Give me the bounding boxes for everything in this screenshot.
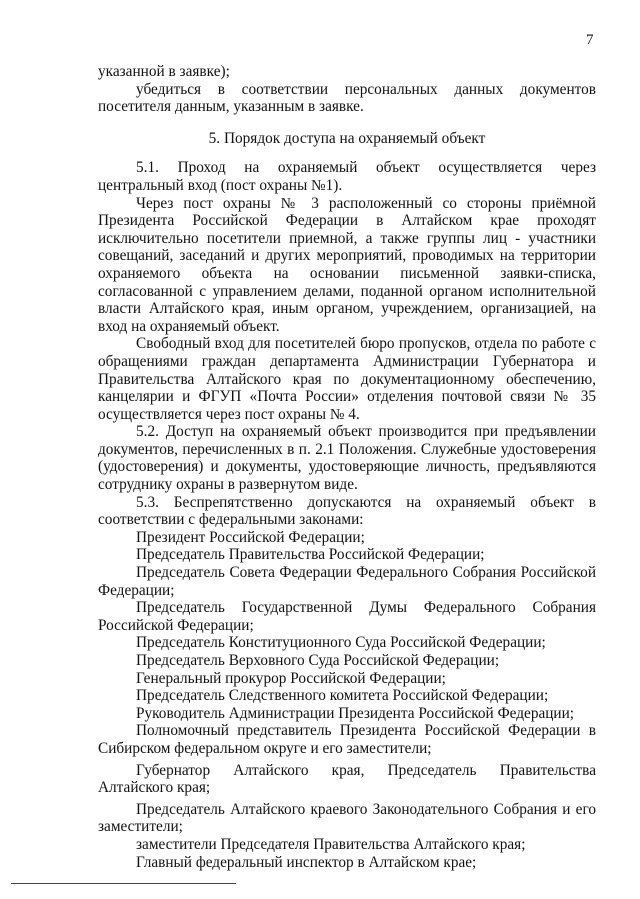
list-item: Главный федеральный инспектор в Алтайском крае; (136, 853, 477, 871)
continued-line: указанной в заявке); (98, 63, 230, 80)
list-item: Губернатор Алтайского края, Председатель Правительства Алтайского края; (98, 761, 596, 797)
list-item: Председатель Верховного Суда Российской Федерации; (136, 652, 500, 669)
paragraph: 5.1. Проход на охраняемый объект осуществляется через центральный вход (пост охраны №1). (98, 159, 596, 194)
list-item: Полномочный представитель Президента Российской Федерации в Сибирском федеральном округе и его заместители; (98, 722, 596, 757)
list-item: Председатель Конституционного Суда Российской Федерации; (136, 634, 546, 652)
list-item: Председатель Государственной Думы Федерального Собрания Российской Федерации; (98, 599, 596, 634)
section-heading: 5. Порядок доступа на охраняемый объект (208, 129, 486, 147)
paragraph: Свободный вход для посетителей бюро пропусков, отдела по работе с обращениями граждан департамента Администрации Губернатора и Правительства Алтайского края по документационному обеспечению, канцелярии и ФГУП «Почта России» отделения почтовой связи № 35 осуществляется через пост охраны № 4. (98, 335, 596, 423)
paragraph: Через пост охраны № 3 расположенный со стороны приёмной Президента Российской Федерации в Алтайском крае проходят исключительно посетители приемной, а также группы лиц - участники совещаний, заседаний и других мероприятий, проводимых на территории охраняемого объекта на основании письменной заявки-списка, согласованной с управлением делами, поданной органом исполнительной власти Алтайского края, иным органом, учреждением, организацией, на вход на охраняемый объект. (98, 194, 596, 335)
document-body (98, 63, 596, 871)
paragraph: убедиться в соответствии персональных данных документов посетителя данным, указанным в заявке. (98, 80, 596, 116)
list-item: Президент Российской Федерации; (136, 528, 365, 546)
list-item: Председатель Правительства Российской Федерации; (136, 546, 485, 564)
list-item: заместители Председателя Правительства Алтайского края; (136, 835, 526, 853)
paragraph: 5.2. Доступ на охраняемый объект производится при предъявлении документов, перечисленных в п. 2.1 Положения. Служебные удостоверения (удостоверения) и документы, удостоверяющие личность, предъявляются сотруднику охраны в развернутом виде. (98, 423, 596, 494)
list-item: Председатель Алтайского краевого Законодательного Собрания и его заместители; (98, 800, 596, 836)
page-number: 7 (586, 32, 594, 48)
paragraph: 5.3. Беспрепятственно допускаются на охраняемый объект в соответствии с федеральными законами: (98, 493, 596, 529)
list-item: Председатель Совета Федерации Федерального Собрания Российской Федерации; (98, 564, 596, 599)
list-item: Генеральный прокурор Российской Федерации; (136, 669, 446, 687)
list-item: Председатель Следственного комитета Российской Федерации; (136, 687, 549, 705)
footnote-separator (11, 883, 236, 884)
list-item: Руководитель Администрации Президента Российской Федерации; (136, 704, 575, 722)
